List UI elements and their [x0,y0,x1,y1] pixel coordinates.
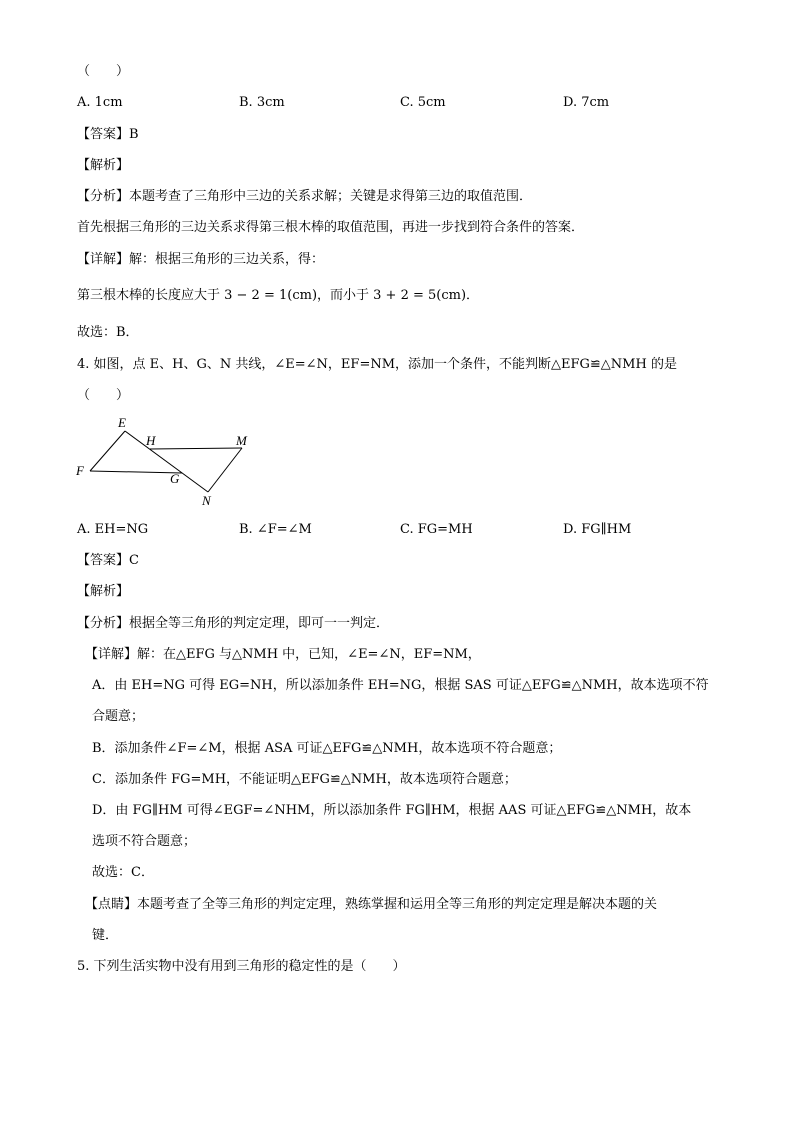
label-h: H [146,433,156,448]
q4-dianjing-cont: 键． [92,928,119,943]
q4-option-c-explain: C．添加条件 FG=MH，不能证明△EFG≌△NMH，故本选项符合题意； [92,772,517,787]
q4-detail: 【详解】解：在△EFG 与△NMH 中，已知，∠E=∠N，EF=NM， [85,647,481,662]
q3-answer: 【答案】B [77,127,139,142]
q3-analysis: 【分析】本题考查了三角形中三边的关系求解；关键是求得第三边的取值范围． [77,189,533,204]
q3-calc: 第三根木棒的长度应大于 3 − 2 = 1(cm)，而小于 3 + 2 = 5(cm)． [77,288,480,303]
q3-option-c: C. 5cm [400,95,446,110]
label-n: N [202,493,211,508]
q3-intro: 首先根据三角形的三边关系求得第三根木棒的取值范围，再进一步找到符合条件的答案． [77,220,585,235]
line-h-m [150,448,242,449]
q3-option-a: A. 1cm [77,95,123,110]
q4-option-b: B. ∠F=∠M [239,522,312,537]
line-e-f [90,431,125,471]
q3-option-d: D. 7cm [563,95,610,110]
q4-option-a-explain: A．由 EH=NG 可得 EG=NH，所以添加条件 EH=NG，根据 SAS 可证△EFG≌△NMH，故本选项不符 [92,678,709,693]
label-e: E [118,415,126,430]
q4-option-b-explain: B．添加条件∠F=∠M，根据 ASA 可证△EFG≌△NMH，故本选项不符合题意； [92,741,562,756]
q4-jiexi: 【解析】 [77,584,130,599]
q3-option-b: B. 3cm [239,95,285,110]
q4-figure [70,412,260,512]
q4-answer: 【答案】C [77,553,139,568]
q4-dianjing: 【点睛】本题考查了全等三角形的判定定理，熟练掌握和运用全等三角形的判定定理是解决本题的关 [85,897,658,912]
q3-jiexi: 【解析】 [77,158,130,173]
q3-paren: （ ） [77,64,130,79]
label-f: F [76,463,84,478]
q3-detail: 【详解】解：根据三角形的三边关系，得： [77,252,325,267]
q4-option-d-explain: D．由 FG∥HM 可得∠EGF=∠NHM，所以添加条件 FG∥HM，根据 AAS 可证△EFG≌△NMH，故本 [92,803,692,818]
q4-stem: 4. 如图，点 E、H、G、N 共线，∠E=∠N，EF=NM，添加一个条件，不能判断△EFG≌△NMH 的是 [77,357,677,372]
q4-analysis: 【分析】根据全等三角形的判定定理，即可一一判定． [77,616,390,631]
q4-option-d: D. FG∥HM [563,522,632,537]
q4-choose: 故选：C． [92,865,154,880]
q3-choose: 故选：B． [77,325,139,340]
q4-paren: （ ） [77,388,130,403]
line-e-n [125,431,208,492]
q4-option-a-explain-cont: 合题意； [92,709,145,724]
line-m-n [208,448,242,492]
q4-option-d-explain-cont: 选项不符合题意； [92,834,197,849]
q5-stem: 5. 下列生活实物中没有用到三角形的稳定性的是（ ） [77,959,406,974]
line-f-g [90,471,182,473]
label-m: M [236,433,247,448]
q4-option-c: C. FG=MH [400,522,473,537]
label-g: G [170,471,180,486]
q4-option-a: A. EH=NG [77,522,149,537]
